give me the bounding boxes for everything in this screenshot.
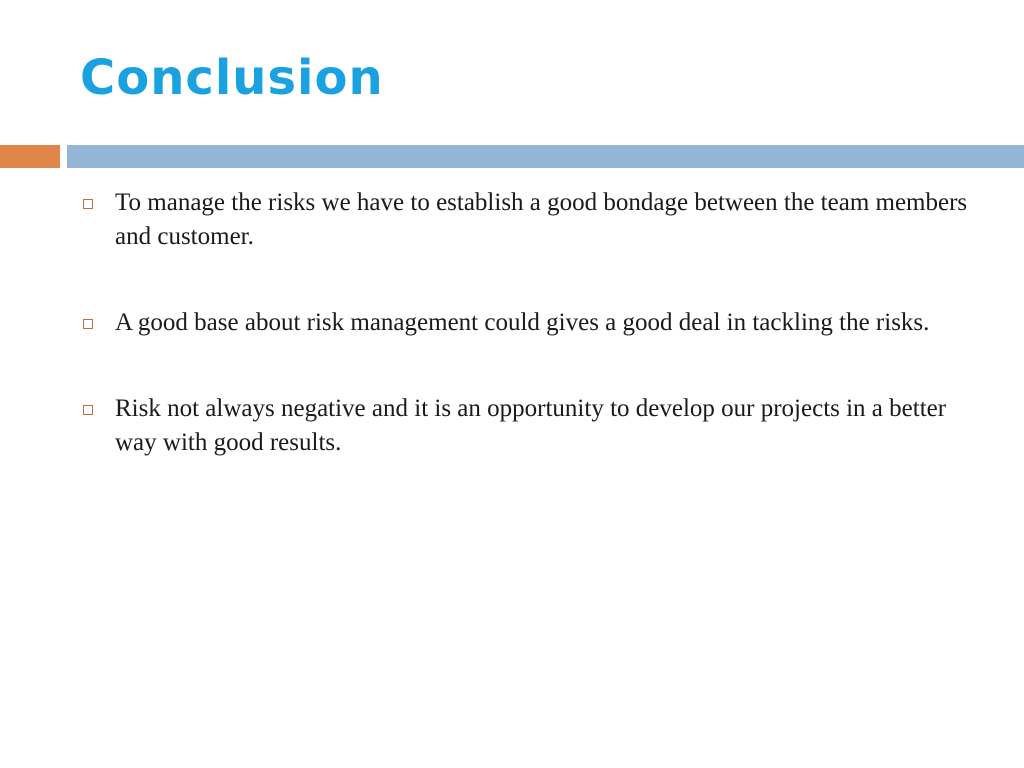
bullet-text: To manage the risks we have to establish a good bondage between the team members and customer. — [115, 189, 968, 250]
accent-bar-blue — [67, 145, 1024, 168]
square-bullet-icon — [83, 199, 93, 209]
bullet-text: Risk not always negative and it is an opportunity to develop our projects in a better way with good results. — [115, 395, 947, 456]
bullet-text: A good base about risk management could gives a good deal in tackling the risks. — [115, 309, 930, 336]
bullet-item — [80, 392, 980, 460]
square-bullet-icon — [83, 319, 93, 329]
bullet-list — [80, 186, 980, 512]
slide-title: Conclusion — [80, 50, 384, 106]
bullet-item — [80, 186, 980, 254]
accent-bar-orange — [0, 145, 60, 168]
square-bullet-icon — [83, 405, 93, 415]
bullet-item — [80, 306, 980, 340]
